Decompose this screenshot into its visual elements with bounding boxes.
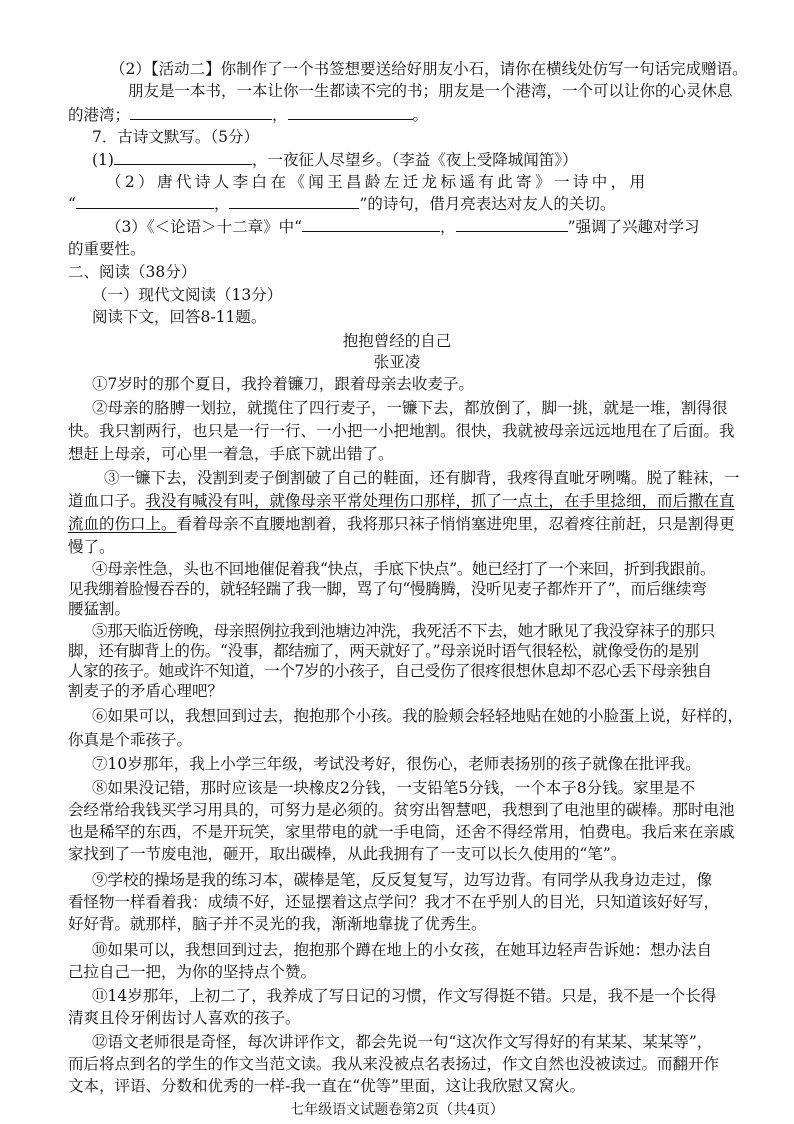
- answer-blank[interactable]: [288, 105, 413, 120]
- part-number: (1): [92, 151, 114, 169]
- quote-open: “: [68, 195, 76, 213]
- part-text: ”强调了兴趣对学习: [567, 218, 700, 236]
- paragraph-11-line: ⑪14岁那年，上初二了，我养成了写日记的习惯，作文写得挺不错。只是，我不是一个长得: [92, 987, 717, 1005]
- paragraph-9-line: 看怪物一样看着我：成绩不好，还显摆着这点学问？我才不在乎别人的目光，只知道该好好写，: [68, 893, 720, 911]
- paragraph-9-line: ⑨学校的操场是我的练习本，碳棒是笔，反反复复写，边写边背。有同学从我身边走过，像: [92, 871, 713, 889]
- paragraph-8-line: 会经常给我钱买学习用具的，可努力是必须的。贫穷出智慧吧，我想到了电池里的碳棒。那时电池: [68, 801, 735, 819]
- text-plain: 看着母亲不直腰地割着，我将那只袜子悄悄塞进兜里，忍着疼往前赶，只是割得更: [176, 515, 735, 533]
- paragraph-3-line: [68, 513, 735, 535]
- paragraph-3-line: 慢了。: [68, 538, 115, 556]
- answer-blank[interactable]: [229, 194, 359, 209]
- paragraph-2-line: ②母亲的胳膊一划拉，就揽住了四行麦子，一镰下去，都放倒了，脚一挑，就是一堆，割得很: [92, 399, 728, 417]
- text-plain: 道血口子。: [68, 492, 146, 510]
- q7-title: 7．古诗文默写。（5分）: [92, 128, 259, 146]
- paragraph-1: ①7岁时的那个夏日，我拎着镰刀，跟着母亲去收麦子。: [92, 375, 474, 393]
- part-text: （3）《＜论语＞十二章》中“: [106, 218, 303, 236]
- instruction: 阅读下文，回答8-11题。: [92, 308, 267, 326]
- paragraph-8-line: ⑧如果没记错，那时应该是一块橡皮2分钱，一支铅笔5分钱，一个本子8分钱。家里是不: [92, 779, 696, 797]
- comma: ，: [440, 218, 456, 236]
- part-text: ”的诗句，借月亮表达对友人的关切。: [359, 195, 616, 213]
- page-footer: 七年级语文试题卷第2页（共4页）: [290, 1102, 504, 1118]
- section-title: 二、阅读（38分）: [68, 263, 197, 281]
- q7-part2-line1: （2）唐代诗人李白在《闻王昌龄左迁龙标遥有此寄》一诗中，用: [106, 173, 649, 191]
- paragraph-2-line: 想赶上母亲，可心里一着急，手底下就出错了。: [68, 445, 394, 463]
- paragraph-5-line: ⑤那天临近傍晚，母亲照例拉我到池塘边冲洗，我死活不下去，她才瞅见了我没穿袜子的那只: [92, 622, 716, 640]
- q6-2-example-end: 的港湾；: [68, 106, 131, 124]
- paragraph-4-line: 见我绷着脸慢吞吞的，就轻轻踹了我一脚，骂了句“慢腾腾，没听见麦子都炸开了”，而后继续弯: [68, 580, 707, 598]
- q7-part3-end: 的重要性。: [68, 240, 146, 258]
- q7-part3: [106, 216, 700, 238]
- part-text: ，一夜征人尽望乡。（李益《夜上受降城闻笛》）: [251, 151, 578, 169]
- period: 。: [412, 106, 429, 124]
- paragraph-10-line: 己拉自己一把，为你的坚持点个赞。: [68, 963, 317, 981]
- comma: ，: [213, 195, 230, 213]
- answer-blank[interactable]: [130, 105, 272, 120]
- paragraph-2-line: 快。我只割两行，也只是一行一行、一小把一小把地割。很快，我就被母亲远远地甩在了后面。我: [68, 422, 735, 440]
- comma: ，: [272, 106, 288, 124]
- answer-blank[interactable]: [456, 217, 568, 232]
- paragraph-6-line: ⑥如果可以，我想回到过去，抱抱那个小孩。我的脸颊会轻轻地贴在她的小脸蛋上说，好样的，: [92, 707, 744, 725]
- paragraph-10-line: ⑩如果可以，我想回到过去，抱抱那个蹲在地上的小女孩，在她耳边轻声告诉她：想办法自: [92, 941, 713, 959]
- paragraph-12-line: ⑫语文老师很是奇怪，每次讲评作文，都会先说一句“这次作文写得好的有某某、某某等”，: [92, 1033, 713, 1051]
- q6-2-example: 朋友是一本书，一本让你一生都读不完的书；朋友是一个港湾，一个可以让你的心灵休息: [128, 82, 733, 100]
- paragraph-3-line: [68, 490, 735, 512]
- paragraph-8-line: 也是稀罕的东西，不是开玩笑，家里带电的就一手电筒，还舍不得经常用，怕费电。我后来在亲戚: [68, 823, 735, 841]
- subsection-title: （一）现代文阅读（13分）: [92, 286, 283, 304]
- paragraph-3-line: ③一镰下去，没割到麦子倒割破了自己的鞋面，还有脚背，我疼得直呲牙咧嘴。脱了鞋袜，一: [104, 469, 740, 487]
- answer-blank[interactable]: [76, 194, 214, 209]
- paragraph-7: ⑦10岁那年，我上小学三年级，考试没考好，很伤心，老师表扬别的孩子就像在批评我。: [92, 755, 701, 773]
- paragraph-5-line: 脚，还有脚背上的伤。“没事，都结痂了，两天就好了。”母亲说时语气很轻松，就像受伤的是别: [68, 642, 699, 660]
- q7-part1: [92, 149, 577, 171]
- q6-2-prompt: （2）【活动二】你制作了一个书签想要送给好朋友小石，请你在横线处仿写一句话完成赠语。: [110, 60, 748, 78]
- paragraph-9-line: 好好背。就那样，脑子并不灵光的我，渐渐地靠拢了优秀生。: [68, 915, 487, 933]
- paragraph-12-line: 而后将点到名的学生的作文当范文读。我从来没被点名表扬过，作文自然也没被读过。而翻开作: [68, 1055, 720, 1073]
- underlined-sentence: 流血的伤口上。: [68, 515, 177, 533]
- paragraph-12-line: 文本，评语、分数和优秀的一样-我一直在“优等”里面，这让我欣慰又窝火。: [68, 1077, 586, 1095]
- article-title: 抱抱曾经的自己: [342, 332, 452, 350]
- paragraph-6-line: 你真是个乖孩子。: [68, 731, 193, 749]
- paragraph-8-line: 家找到了一节废电池，砸开，取出碳棒，从此我拥有了一支可以长久使用的“笔”。: [68, 845, 627, 863]
- answer-blank[interactable]: [114, 150, 252, 165]
- paragraph-11-line: 清爽且伶牙俐齿讨人喜欢的孩子。: [68, 1009, 301, 1027]
- q7-part2-line2: [68, 193, 615, 215]
- answer-blank[interactable]: [302, 217, 440, 232]
- paragraph-5-line: 人家的孩子。她或许不知道，一个7岁的小孩子，自己受伤了很疼很想休息却不忍心丢下母亲独自: [68, 662, 712, 680]
- paragraph-4-line: ④母亲性急，头也不回地催促着我“快点，手底下快点”。她已经打了一个来回，折到我跟前。: [92, 560, 716, 578]
- underlined-sentence: 我没有喊没有叫，就像母亲平常处理伤口那样，抓了一点土，在手里捻细，而后撒在直: [145, 492, 735, 510]
- q6-2-answer-line: [68, 104, 428, 126]
- article-author: 张亚凌: [373, 353, 421, 371]
- paragraph-4-line: 腰猛割。: [68, 600, 131, 618]
- paragraph-5-line: 割麦子的矛盾心理吧？: [68, 682, 224, 700]
